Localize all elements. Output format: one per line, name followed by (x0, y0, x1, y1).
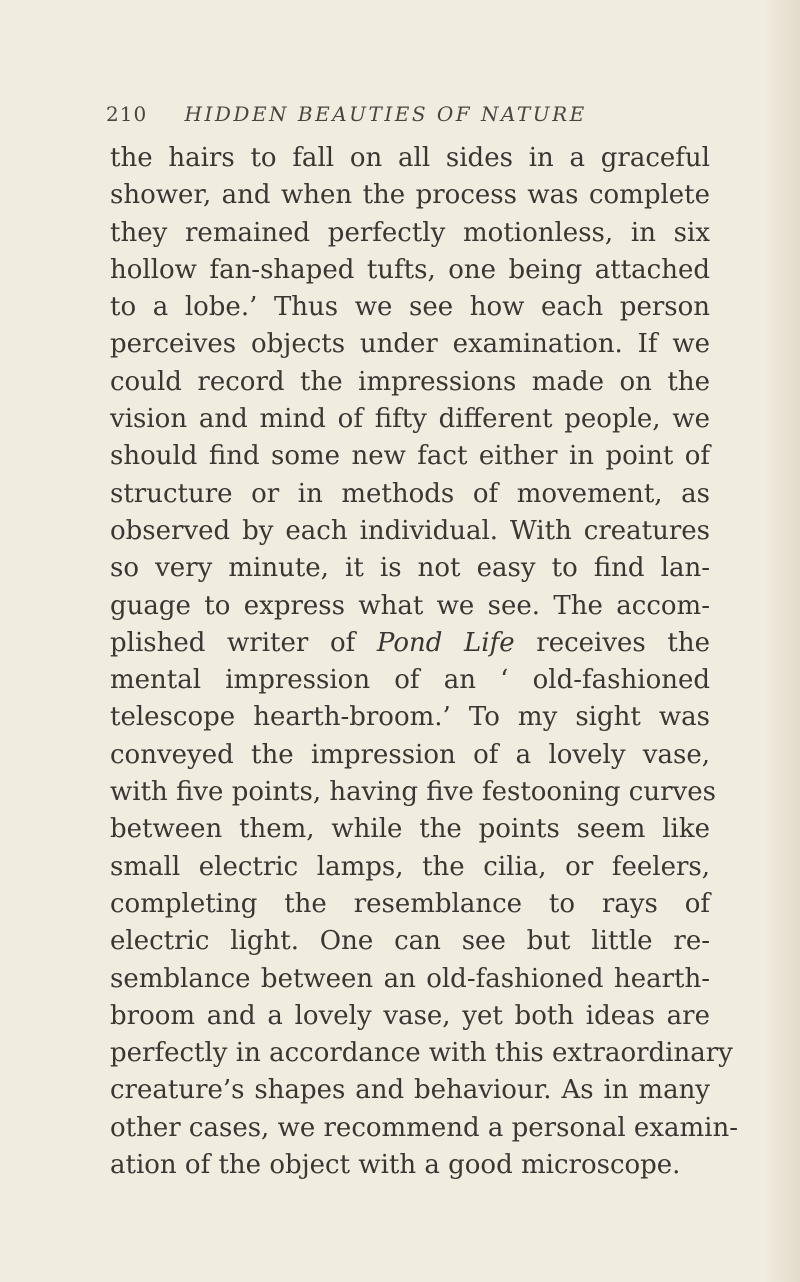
text-line: perfectly in accordance with this extraordinary (110, 1038, 733, 1069)
text-line: conveyed the impression of a lovely vase, (110, 739, 710, 770)
text-line: between them, while the points seem like (110, 814, 710, 845)
text-line: electric light. One can see but little re- (110, 926, 710, 957)
text-line: hollow fan-shaped tufts, one being attached (110, 254, 710, 285)
text-line: so very minute, it is not easy to find lan- (110, 553, 710, 584)
text-line: completing the resemblance to rays of (110, 888, 710, 919)
text-line: shower, and when the process was complete (110, 180, 710, 211)
text-line: with five points, having five festooning curves (110, 777, 716, 808)
page-edge-shadow (764, 0, 800, 1282)
text-line-last: ation of the object with a good microscope. (110, 1150, 681, 1181)
text-line: other cases, we recommend a personal examin- (110, 1112, 738, 1143)
text-line: telescope hearth-broom.’ To my sight was (110, 702, 710, 733)
text-fragment: plished writer of (110, 627, 377, 658)
text-line: they remained perfectly motionless, in six (110, 217, 710, 248)
text-line: to a lobe.’ Thus we see how each person (110, 292, 710, 323)
text-line: semblance between an old-fashioned hearth- (110, 963, 710, 994)
text-line: perceives objects under examination. If we (110, 329, 710, 360)
text-line: should find some new fact either in point of (110, 441, 710, 472)
book-title-pond-life: Pond Life (376, 627, 515, 658)
page-number: 210 (106, 102, 148, 126)
text-line: vision and mind of fifty different people, we (110, 404, 710, 435)
text-line: broom and a lovely vase, yet both ideas are (110, 1000, 710, 1031)
text-line: guage to express what we see. The accom- (110, 590, 710, 621)
text-line: creature’s shapes and behaviour. As in many (110, 1075, 710, 1106)
text-line: observed by each individual. With creatures (110, 515, 710, 546)
text-line: could record the impressions made on the (110, 366, 710, 397)
running-title: HIDDEN BEAUTIES OF NATURE (184, 102, 587, 126)
text-fragment: receives the (514, 627, 711, 658)
text-line: small electric lamps, the cilia, or feelers, (110, 851, 710, 882)
text-line: structure or in methods of movement, as (110, 478, 710, 509)
running-head (106, 102, 587, 136)
text-line: the hairs to fall on all sides in a graceful (110, 143, 710, 173)
text-line: mental impression of an ‘ old-fashioned (110, 665, 710, 696)
body-text (110, 140, 738, 1184)
text-line-with-italic-title (110, 625, 710, 662)
